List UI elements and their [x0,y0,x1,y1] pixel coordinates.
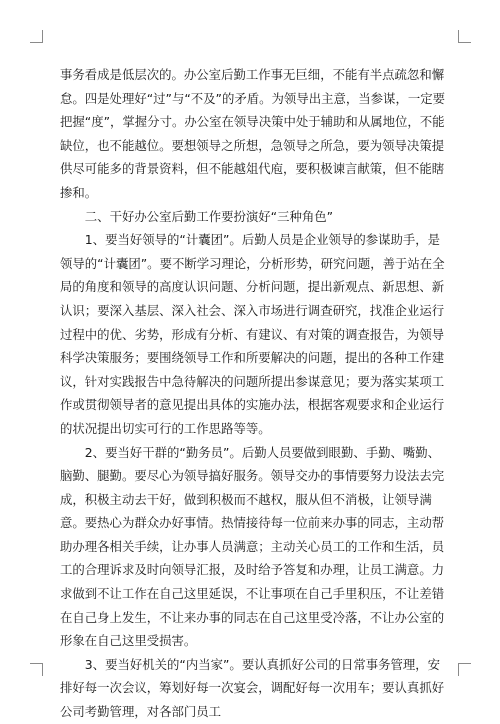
page-corner-mark-bottom-left [30,663,43,676]
page-corner-mark-bottom-right [458,663,471,676]
section-heading: 二、干好办公室后勤工作要扮演好“三种角色” [84,208,334,224]
page-corner-mark-top-right [458,30,471,43]
document-body [60,63,452,724]
page-corner-mark-top-left [30,30,43,43]
paragraph-continued: 事务看成是低层次的。办公室后勤工作事无巨细，不能有半点疏忽和懈怠。四是处理好“过”与“不及”的矛盾。为领导出主意，当参谋，一定要把握“度”，掌握分寸。办公室在领导决策中处于辅助和从属地位，不能缺位，也不能越位。要想领导之所想，急领导之所急，要为领导决策提供尽可能多的背景资料，但不能越俎代庖，要积极谏言献策，但不能瞎掺和。 [60,67,446,200]
paragraph-role-3: 3、要当好机关的“内当家”。要认真抓好公司的日常事务管理，安排好每一次会议，筹划好每一次宴会，调配好每一次用车；要认真抓好公司考勤管理，对各部门员工 [60,656,445,720]
paragraph-role-2: 2、要当好干群的“勤务员”。后勤人员要做到眼勤、手勤、嘴勤、脑勤、腿勤。要尽心为领导搞好服务。领导交办的事情要努力设法去完成，积极主动去干好，做到积极而不越权，服从但不消极，让领导满意。要热心为群众办好事情。热情接待每一位前来办事的同志，主动帮助办理各相关手续，让办事人员满意；主动关心员工的工作和生活，员工的合理诉求及时向领导汇报，及时给予答复和办理，让员工满意。力求做到不让工作在自己这里延误，不让事项在自己手里积压，不让差错在自己身上发生，不让来办事的同志在自己这里受冷落，不让办公室的形象在自己这里受损害。 [60,444,445,649]
paragraph-role-1: 1、要当好领导的“计囊团”。后勤人员是企业领导的参谋助手，是领导的“计囊团”。要不断学习理论，分析形势，研究问题，善于站在全局的角度和领导的高度认识问题、分析问题，提出新观点、新思想、新认识；要深入基层、深入社会、深入市场进行调查研究，找准企业运行过程中的优、劣势，形成有分析、有建议、有对策的调查报告，为领导科学决策服务；要围绕领导工作和所要解决的问题，提出的各种工作建议，针对实践报告中急待解决的问题所提出参谋意见；要为落实某项工作或贯彻领导者的意见提出具体的实施办法，根据客观要求和企业运行的状况提出切实可行的工作思路等等。 [60,232,445,436]
